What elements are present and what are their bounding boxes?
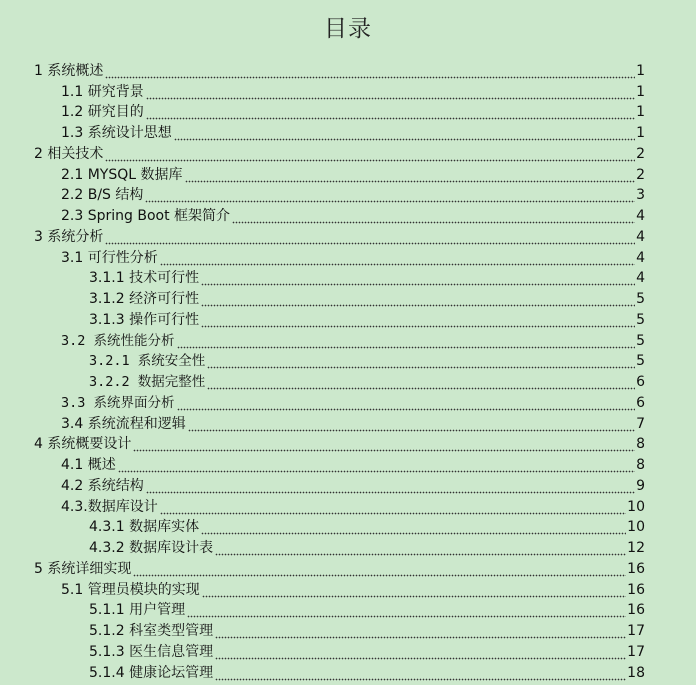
toc-page-number: 6 [636,374,645,390]
toc-entry-title: 1.2 研究目的 [61,104,144,121]
toc-entry-title: 4.3.1 数据库实体 [89,519,200,536]
toc-dot-leader [215,539,626,557]
toc-page-number: 3 [636,187,645,204]
toc-entry-title: 3.1.3 操作可行性 [89,311,200,328]
toc-entry[interactable] [0,433,696,454]
toc-entry[interactable] [0,453,696,474]
toc-entry-title: 1 系统概述 [34,62,104,79]
toc-dot-leader [201,290,635,308]
toc-entry-title: 5.1.2 科室类型管理 [89,623,214,639]
toc-page-number: 2 [636,166,645,183]
toc-dot-leader [215,622,626,640]
toc-entry-title: 3.2.2 数据完整性 [89,374,206,390]
toc-page-number: 12 [627,540,645,556]
toc-entry[interactable] [0,142,696,163]
toc-dot-leader [207,352,635,370]
toc-dot-leader [185,166,636,184]
toc-entry-title: 4.3.2 数据库设计表 [89,540,214,556]
toc-entry-title: 4.1 概述 [61,457,116,473]
toc-dot-leader [187,601,626,619]
toc-title: 目录 [324,16,372,42]
toc-dot-leader [177,394,636,412]
toc-entry[interactable] [0,370,696,391]
toc-entry[interactable] [0,619,696,640]
toc-dot-leader [188,415,635,433]
toc-entry[interactable] [0,267,696,288]
toc-entry[interactable] [0,163,696,184]
toc-dot-leader [145,186,635,204]
toc-dot-leader [160,249,635,267]
toc-dot-leader [207,373,635,391]
toc-page-number: 18 [627,664,645,681]
toc-entry-title: 2.2 B/S 结构 [61,187,144,204]
toc-page-number: 10 [627,519,645,536]
toc-entry[interactable] [0,640,696,661]
toc-entry[interactable] [0,329,696,350]
toc-dot-leader [232,207,635,225]
toc-dot-leader [160,498,626,516]
toc-entry-title: 3.2 系统性能分析 [61,332,175,349]
toc-page-number: 17 [627,623,645,639]
toc-entry-title: 3.1.1 技术可行性 [89,270,200,287]
toc-dot-leader [105,145,635,163]
toc-page-number: 4 [636,249,645,266]
toc-entry[interactable] [0,557,696,578]
toc-page-number: 1 [636,125,645,141]
toc-dot-leader [215,643,626,661]
toc-entry[interactable] [0,204,696,225]
toc-dot-leader [146,83,635,101]
toc-entry[interactable] [0,516,696,537]
toc-entry-title: 3.1.2 经济可行性 [89,291,200,307]
toc-entry-title: 5.1.4 健康论坛管理 [89,664,214,681]
toc-entry-title: 1.1 研究背景 [61,83,144,100]
toc-dot-leader [201,518,626,536]
toc-entry[interactable] [0,101,696,122]
toc-page-number: 10 [627,498,645,515]
toc-page-number: 9 [636,477,645,494]
toc-dot-leader [105,228,635,246]
toc-entry-title: 2.3 Spring Boot 框架简介 [61,208,231,224]
toc-entry[interactable] [0,599,696,620]
toc-page-number: 1 [636,83,645,100]
toc-dot-leader [202,581,626,599]
toc-page-number: 1 [636,104,645,121]
toc-page-number: 1 [636,62,645,79]
toc-entry-title: 5 系统详细实现 [34,560,132,577]
toc-dot-leader [118,456,635,474]
toc-page-number: 7 [636,415,645,432]
toc-dot-leader [201,311,635,329]
toc-dot-leader [174,124,635,142]
toc-entry[interactable] [0,308,696,329]
toc-entry[interactable] [0,121,696,142]
toc-list [0,59,696,682]
toc-entry-title: 4 系统概要设计 [34,436,132,453]
toc-dot-leader [215,664,626,682]
toc-entry-title: 3.2.1 系统安全性 [89,353,206,370]
toc-dot-leader [105,62,635,80]
toc-entry-title: 4.3.数据库设计 [61,498,158,515]
toc-dot-leader [133,560,626,578]
toc-page-number: 5 [636,353,645,370]
toc-page-number: 16 [627,581,645,598]
toc-entry[interactable] [0,495,696,516]
toc-dot-leader [133,435,635,453]
toc-entry-title: 5.1.3 医生信息管理 [89,643,214,660]
toc-page-number: 2 [636,145,645,162]
toc-page-number: 6 [636,394,645,411]
toc-page-number: 5 [636,311,645,328]
toc-entry[interactable] [0,246,696,267]
toc-entry[interactable] [0,287,696,308]
toc-entry[interactable] [0,391,696,412]
toc-dot-leader [201,269,635,287]
toc-page-number: 8 [636,457,645,473]
toc-entry[interactable] [0,578,696,599]
toc-page-number: 16 [627,560,645,577]
toc-page-number: 5 [636,291,645,307]
toc-entry[interactable] [0,225,696,246]
toc-entry-title: 3.1 可行性分析 [61,249,158,266]
toc-page-number: 17 [627,643,645,660]
toc-entry-title: 2.1 MYSQL 数据库 [61,166,183,183]
toc-page-number: 4 [636,228,645,245]
toc-entry-title: 3.4 系统流程和逻辑 [61,415,186,432]
toc-entry[interactable] [0,59,696,80]
toc-dot-leader [177,332,636,350]
toc-page-number: 4 [636,270,645,287]
toc-dot-leader [146,477,635,495]
toc-entry-title: 3.3 系统界面分析 [61,394,175,411]
toc-dot-leader [146,103,635,121]
toc-entry[interactable] [0,184,696,205]
toc-entry-title: 2 相关技术 [34,145,104,162]
toc-entry-title: 1.3 系统设计思想 [61,125,172,141]
toc-entry[interactable] [0,536,696,557]
toc-page-number: 8 [636,436,645,453]
toc-entry[interactable] [0,350,696,371]
toc-entry[interactable] [0,474,696,495]
toc-entry[interactable] [0,661,696,682]
toc-page-number: 5 [636,332,645,349]
toc-entry[interactable] [0,412,696,433]
toc-page-number: 16 [627,602,645,619]
toc-entry[interactable] [0,80,696,101]
toc-page-number: 4 [636,208,645,224]
toc-entry-title: 5.1 管理员模块的实现 [61,581,200,598]
toc-entry-title: 4.2 系统结构 [61,477,144,494]
toc-entry-title: 3 系统分析 [34,228,104,245]
toc-entry-title: 5.1.1 用户管理 [89,602,186,619]
